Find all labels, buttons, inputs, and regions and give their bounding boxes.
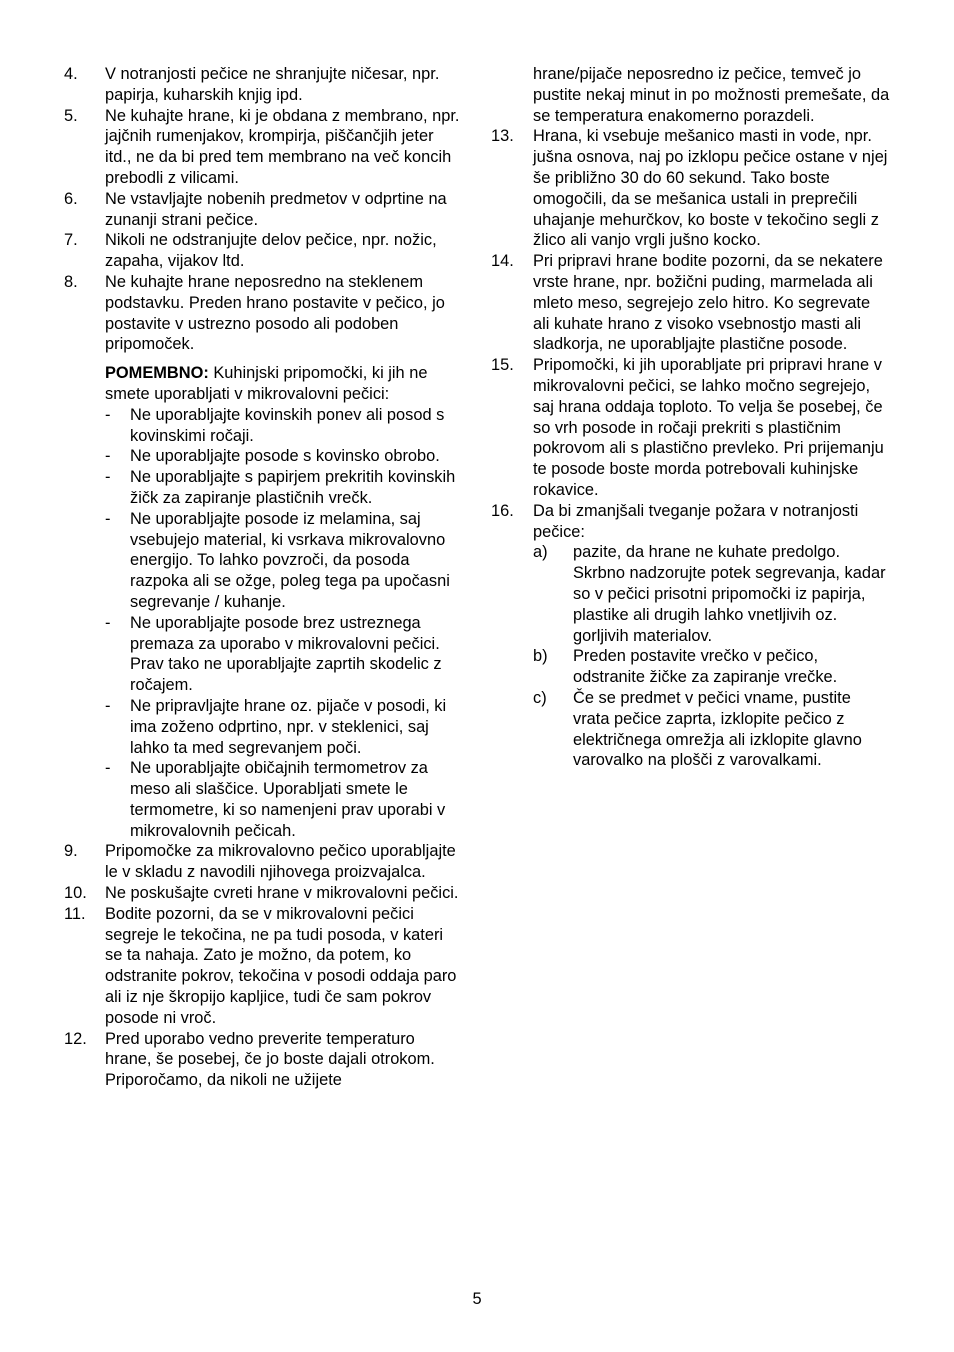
item-text: Ne kuhajte hrane neposredno na steklenem podstavku. Preden hrano postavite v pečico, jo postavite v ustrezno posodo ali podoben pripomoček. bbox=[105, 272, 445, 354]
item-text: Ne vstavljajte nobenih predmetov v odprtine na zunanji strani pečice. bbox=[105, 189, 447, 229]
item-text: V notranjosti pečice ne shranjujte ničesar, npr. papirja, kuharskih knjig ipd. bbox=[105, 65, 440, 104]
note-bullet bbox=[105, 696, 464, 758]
page-number: 5 bbox=[472, 1290, 482, 1308]
subitem-a bbox=[533, 542, 891, 646]
note-text: Kuhinjski pripomočki, ki jih ne smete uporabljati v mikrovalovni pečici: bbox=[105, 364, 428, 403]
bullet-text: Ne uporabljajte posode s kovinsko obrobo. bbox=[130, 447, 440, 466]
item-text: Pred uporabo vedno preverite temperaturo hrane, še posebej, če jo boste dajali otrokom. Priporočamo, da nikoli ne užijete bbox=[105, 1029, 435, 1090]
subitem-c bbox=[533, 688, 891, 771]
bullet-dash: - bbox=[105, 405, 111, 424]
subitem-text: Če se predmet v pečici vname, pustite vrata pečice zaprta, izklopite pečico z električnega omrežja ali izklopite glavno varovalko na plošči z varovalkami. bbox=[573, 688, 862, 770]
bullet-dash: - bbox=[105, 447, 111, 466]
bullet-text: Ne pripravljajte hrane oz. pijače v posodi, ki ima zoženo odprtino, npr. v steklenici, saj lahko ta med segrevanjem poči. bbox=[130, 696, 447, 757]
item-text: Bodite pozorni, da se v mikrovalovni pečici segreje le tekočina, ne pa tudi posoda, v kateri se ta nahaja. Zato je možno, da potem, ko odstranite pokrov, tekočina v posodi oddaja paro ali iz nje škropijo kapljice, tudi če sam pokrov posode ni vroč. bbox=[105, 904, 457, 1027]
item-text: Hrana, ki vsebuje mešanico masti in vode, npr. jušna osnova, naj po izklopu pečice ostane v njej še približno 30 do 60 sekund. Tako boste omogočili, da se mešanica ustali in preprečili uhajanje mehurčkov, ko boste v tekočino segli z žlico ali vanjo vrgli jušno kocko. bbox=[533, 127, 888, 250]
subitem-letter: b) bbox=[533, 647, 548, 666]
bullet-dash: - bbox=[105, 468, 111, 487]
note-bullet bbox=[105, 405, 464, 447]
item-14 bbox=[491, 251, 891, 355]
item-text: Pripomočke za mikrovalovno pečico uporabljajte le v skladu z navodili njihovega proizvajalca. bbox=[105, 842, 456, 882]
bullet-dash: - bbox=[105, 509, 111, 528]
bullet-text: Ne uporabljajte s papirjem prekritih kovinskih žičk za zapiranje plastičnih vrečk. bbox=[130, 468, 456, 507]
left-column bbox=[64, 64, 464, 1091]
item-4 bbox=[64, 64, 464, 106]
note-bullet bbox=[105, 758, 464, 841]
item-7 bbox=[64, 230, 464, 272]
item-text: Pri pripravi hrane bodite pozorni, da se nekatere vrste hrane, npr. božični puding, marmelada ali mleto meso, segrejejo zelo hitro. Ko segrevate ali kuhate hrano z visoko vsebnostjo masti ali sladkorja, ne uporabljajte plastične posode. bbox=[533, 252, 883, 354]
item-number: 8. bbox=[64, 272, 78, 291]
bullet-dash: - bbox=[105, 759, 111, 778]
item-15 bbox=[491, 355, 891, 501]
item-12-continuation: hrane/pijače neposredno iz pečice, temveč jo pustite nekaj minut in po možnosti premešate, da se temperatura enakomerno porazdeli. bbox=[533, 65, 890, 125]
note-bullet-list bbox=[105, 405, 464, 842]
item-8 bbox=[64, 272, 464, 842]
item-number: 16. bbox=[491, 501, 514, 520]
item-number: 6. bbox=[64, 189, 78, 208]
note-bullet bbox=[105, 446, 464, 467]
item-number: 10. bbox=[64, 884, 87, 903]
subitem-b bbox=[533, 646, 891, 688]
item-text: Pripomočki, ki jih uporabljate pri pripravi hrane v mikrovalovni pečici, se lahko močno segrejejo, saj hrana oddaja toploto. To velja še posebej, če so vrh posode in ročaji prekriti s plastičnim pokrovom ali s plastično prevleko. Pri prijemanju te posode boste morda potrebovali kuhinjske rokavice. bbox=[533, 356, 884, 499]
item-12 bbox=[64, 1029, 464, 1091]
item-number: 13. bbox=[491, 127, 514, 146]
item-5 bbox=[64, 106, 464, 189]
item-10 bbox=[64, 883, 464, 904]
item-11 bbox=[64, 904, 464, 1029]
note-bullet bbox=[105, 509, 464, 613]
item-number: 4. bbox=[64, 65, 78, 83]
subitem-letter: c) bbox=[533, 688, 547, 707]
right-column bbox=[491, 64, 891, 771]
bullet-text: Ne uporabljajte običajnih termometrov za meso ali slaščice. Uporabljati smete le termometre, ki so namenjeni prav uporabi v mikrovalovnih pečicah. bbox=[130, 759, 446, 840]
item-number: 9. bbox=[64, 842, 78, 861]
item-text: Da bi zmanjšali tveganje požara v notranjosti pečice: bbox=[533, 501, 859, 541]
item-number: 12. bbox=[64, 1029, 87, 1048]
item-16 bbox=[491, 501, 891, 771]
item-9 bbox=[64, 841, 464, 883]
note-bullet bbox=[105, 613, 464, 696]
bullet-dash: - bbox=[105, 613, 111, 632]
bullet-text: Ne uporabljajte posode brez ustreznega premaza za uporabo v mikrovalovni pečici. Prav tako ne uporabljajte zaprtih skodelic z ročajem. bbox=[130, 613, 442, 695]
item-text: Nikoli ne odstranjujte delov pečice, npr. nožic, zapaha, vijakov ltd. bbox=[105, 231, 437, 271]
note-bullet bbox=[105, 467, 464, 509]
subitem-letter: a) bbox=[533, 543, 548, 562]
item-number: 15. bbox=[491, 356, 514, 375]
subitem-text: pazite, da hrane ne kuhate predolgo. Skrbno nadzorujte potek segrevanja, kadar so v pečici prisotni pripomočki iz papirja, plastike ali drugih lahko vnetljivih oz. gorljivih materialov. bbox=[573, 543, 886, 645]
item-text: Ne kuhajte hrane, ki je obdana z membrano, npr. jajčnih rumenjakov, krompirja, piščančjih jeter itd., ne da bi pred tem membrano na več koncih prebodli z vilicami. bbox=[105, 106, 460, 187]
item-6 bbox=[64, 189, 464, 231]
bullet-text: Ne uporabljajte posode iz melamina, saj vsebujejo material, ki vsrkava mikrovalovno energijo. To lahko povzroči, da posoda razpoka ali se ožge, poleg tega pa upočasni segrevanje / kuhanje. bbox=[130, 509, 450, 611]
important-note bbox=[105, 363, 464, 841]
item-number: 11. bbox=[64, 904, 86, 923]
bullet-dash: - bbox=[105, 696, 111, 715]
bullet-text: Ne uporabljajte kovinskih ponev ali posod s kovinskimi ročaji. bbox=[130, 405, 445, 445]
item-text: Ne poskušajte cvreti hrane v mikrovalovni pečici. bbox=[105, 884, 459, 903]
note-title: POMEMBNO: bbox=[105, 364, 209, 383]
item-number: 7. bbox=[64, 231, 78, 250]
item-number: 5. bbox=[64, 106, 78, 125]
item-13 bbox=[491, 126, 891, 251]
subitem-text: Preden postavite vrečko v pečico, odstranite žičke za zapiranje vrečke. bbox=[573, 647, 838, 687]
item-number: 14. bbox=[491, 252, 514, 271]
